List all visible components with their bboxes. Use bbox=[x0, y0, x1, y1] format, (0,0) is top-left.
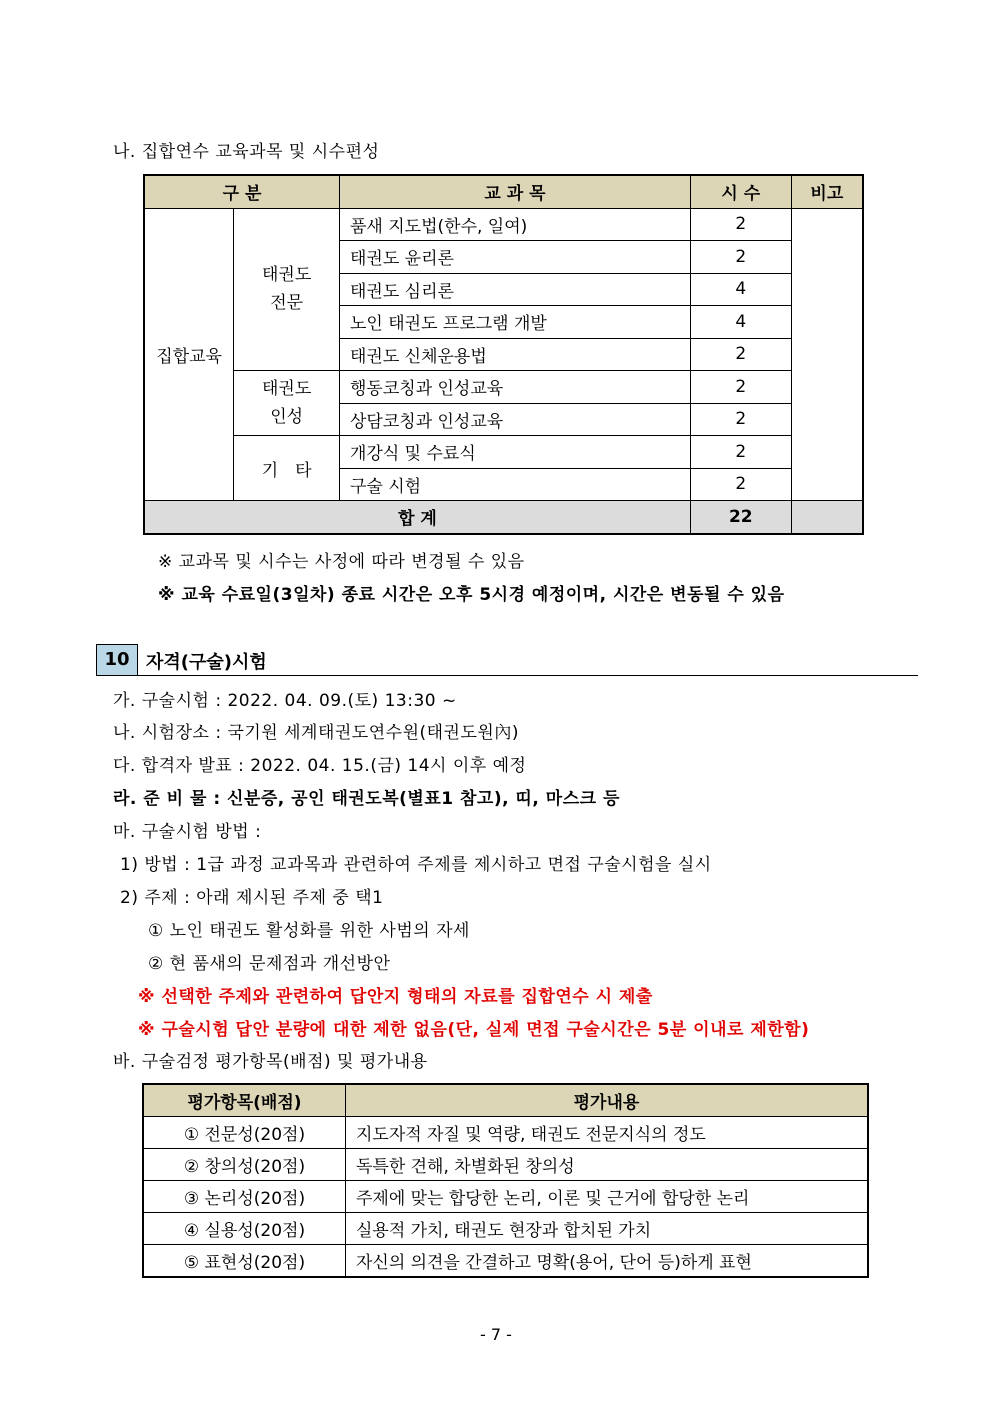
hours-cell: 2 bbox=[690, 241, 791, 274]
subject-cell: 행동코칭과 인성교육 bbox=[340, 371, 691, 404]
hours-cell: 2 bbox=[690, 371, 791, 404]
section-na-title: 나. 집합연수 교육과목 및 시수편성 bbox=[113, 142, 380, 162]
eval-content-cell: 주제에 맞는 합당한 논리, 이론 및 근거에 합당한 논리 bbox=[345, 1181, 868, 1213]
topic-2: ② 현 품새의 문제점과 개선방안 bbox=[148, 954, 391, 974]
subject-cell: 품새 지도법(한수, 일여) bbox=[340, 208, 691, 241]
eval-content-cell: 실용적 가치, 태권도 현장과 합치된 가치 bbox=[345, 1213, 868, 1245]
subject-cell: 개강식 및 수료식 bbox=[340, 436, 691, 469]
header-hours: 시 수 bbox=[690, 175, 791, 208]
note-end-time: ※ 교육 수료일(3일차) 종료 시간은 오후 5시경 예정이며, 시간은 변동될 수 있음 bbox=[158, 585, 785, 605]
eval-content-cell: 지도자적 자질 및 역량, 태권도 전문지식의 정도 bbox=[345, 1117, 868, 1149]
section-divider bbox=[96, 675, 918, 676]
item-exam-place: 나. 시험장소 : 국기원 세계태권도연수원(태권도원內) bbox=[113, 723, 519, 743]
subject-cell: 태권도 신체운용법 bbox=[340, 338, 691, 371]
subgroup-label: 태권도 전문 bbox=[234, 208, 340, 371]
subgroup-label: 태권도 인성 bbox=[234, 371, 340, 436]
hours-cell: 4 bbox=[690, 306, 791, 339]
item-announcement: 다. 합격자 발표 : 2022. 04. 15.(금) 14시 이후 예정 bbox=[113, 756, 527, 776]
header-remarks: 비고 bbox=[791, 175, 863, 208]
hours-cell: 2 bbox=[690, 468, 791, 501]
header-eval-item: 평가항목(배점) bbox=[143, 1084, 345, 1117]
red-note-length: ※ 구술시험 답안 분량에 대한 제한 없음(단, 실제 면접 구술시간은 5분 이내로 제한함) bbox=[138, 1020, 810, 1040]
item-method: 마. 구술시험 방법 : bbox=[113, 822, 262, 842]
eval-content-cell: 독특한 견해, 차별화된 창의성 bbox=[345, 1149, 868, 1181]
total-label: 합 계 bbox=[144, 501, 690, 534]
item-supplies: 라. 준 비 물 : 신분증, 공인 태권도복(별표1 참고), 띠, 마스크 등 bbox=[113, 789, 620, 809]
eval-item-cell: ⑤ 표현성(20점) bbox=[143, 1245, 345, 1278]
hours-cell: 2 bbox=[690, 208, 791, 241]
total-remarks bbox=[791, 501, 863, 534]
total-hours: 22 bbox=[690, 501, 791, 534]
header-subject: 교 과 목 bbox=[340, 175, 691, 208]
subject-cell: 태권도 윤리론 bbox=[340, 241, 691, 274]
hours-cell: 2 bbox=[690, 436, 791, 469]
red-note-submit: ※ 선택한 주제와 관련하여 답안지 형태의 자료를 집합연수 시 제출 bbox=[138, 987, 653, 1007]
section-number: 10 bbox=[96, 644, 138, 676]
method-1: 1) 방법 : 1급 과정 교과목과 관련하여 주제를 제시하고 면접 구술시험을 실시 bbox=[120, 855, 712, 875]
header-category: 구 분 bbox=[144, 175, 340, 208]
eval-item-cell: ④ 실용성(20점) bbox=[143, 1213, 345, 1245]
page-number: - 7 - bbox=[480, 1325, 512, 1344]
subject-cell: 노인 태권도 프로그램 개발 bbox=[340, 306, 691, 339]
header-eval-content: 평가내용 bbox=[345, 1084, 868, 1117]
eval-item-cell: ③ 논리성(20점) bbox=[143, 1181, 345, 1213]
subject-cell: 상담코칭과 인성교육 bbox=[340, 403, 691, 436]
item-evaluation: 바. 구술검정 평가항목(배점) 및 평가내용 bbox=[113, 1052, 428, 1072]
eval-content-cell: 자신의 의견을 간결하고 명확(용어, 단어 등)하게 표현 bbox=[345, 1245, 868, 1278]
method-2: 2) 주제 : 아래 제시된 주제 중 택1 bbox=[120, 888, 384, 908]
section-title: 자격(구술)시험 bbox=[146, 652, 267, 673]
hours-cell: 2 bbox=[690, 403, 791, 436]
subgroup-label: 기 타 bbox=[234, 436, 340, 501]
subject-cell: 태권도 심리론 bbox=[340, 273, 691, 306]
hours-cell: 2 bbox=[690, 338, 791, 371]
subject-cell: 구술 시험 bbox=[340, 468, 691, 501]
evaluation-table bbox=[142, 1083, 869, 1278]
topic-1: ① 노인 태권도 활성화를 위한 사범의 자세 bbox=[148, 921, 470, 941]
hours-cell: 4 bbox=[690, 273, 791, 306]
curriculum-table bbox=[143, 174, 864, 535]
remarks-cell bbox=[791, 208, 863, 501]
item-exam-date: 가. 구술시험 : 2022. 04. 09.(토) 13:30 ~ bbox=[113, 691, 457, 711]
group-label: 집합교육 bbox=[144, 208, 234, 501]
note-change: ※ 교과목 및 시수는 사정에 따라 변경될 수 있음 bbox=[158, 552, 525, 572]
eval-item-cell: ① 전문성(20점) bbox=[143, 1117, 345, 1149]
eval-item-cell: ② 창의성(20점) bbox=[143, 1149, 345, 1181]
